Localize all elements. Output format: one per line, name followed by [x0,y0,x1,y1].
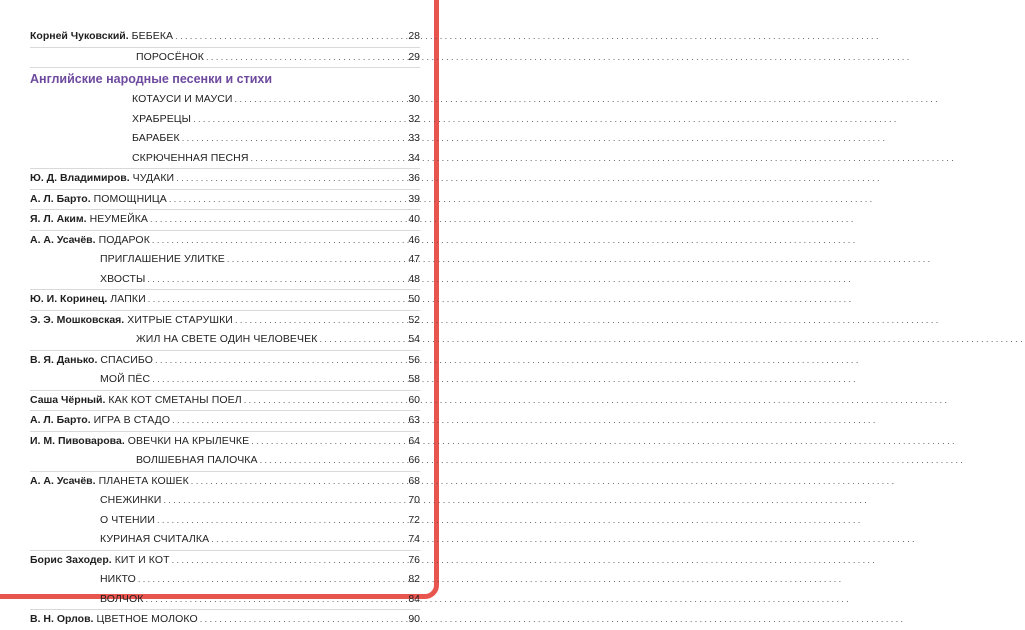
dot-leader [147,270,853,290]
dot-leader [227,250,933,270]
dot-leader [211,530,917,550]
toc-entry-title: СНЕЖИНКИ [100,494,162,506]
toc-entry-line [132,90,398,110]
toc-entry-page-number: 76 [408,553,420,566]
toc-entry-title: БЕБЕКА [131,30,174,42]
toc-entry-line [30,351,398,371]
toc-entry-page-number: 36 [408,172,420,184]
toc-entry-title: О ЧТЕНИИ [100,513,155,526]
toc-entry-author: Ю. Д. Владимиров. [30,172,130,184]
toc-entry-title: БАРАБЕК [132,132,180,144]
toc-entry-page-number: 64 [408,434,420,447]
toc-entry-line [30,551,398,571]
dot-leader [145,590,851,610]
dot-leader [260,451,966,471]
dot-leader [148,290,854,310]
dot-leader [152,231,858,251]
toc-entry-page-number: 40 [408,213,420,225]
toc-entry-title: КУРИНАЯ СЧИТАЛКА [100,533,210,545]
dot-leader [175,27,881,47]
dot-leader [319,330,1025,350]
toc-entry-title: ЦВЕТНОЕ МОЛОКО [96,613,198,625]
dot-leader [163,491,869,511]
toc-entry-title: ЖИЛ НА СВЕТЕ ОДИН ЧЕЛОВЕЧЕК [136,333,318,345]
toc-entry-line [100,491,398,511]
toc-entry-line [30,231,398,251]
dot-leader [150,210,856,230]
dot-leader [235,311,941,331]
toc-entry-page-number: 39 [408,192,420,205]
toc-entry[interactable] [30,551,420,571]
toc-entry[interactable] [30,570,420,590]
dot-leader [251,149,957,169]
toc-entry-line [100,250,398,270]
toc-entry-title: КОТАУСИ И МАУСИ [132,93,233,105]
toc-entry[interactable] [30,451,420,471]
toc-entry-line [132,149,398,169]
toc-entry-page-number: 60 [408,393,420,406]
dot-leader [155,351,861,371]
toc-entry-page-number: 84 [408,592,420,605]
toc-entry-line [30,311,398,331]
dot-leader [193,110,899,130]
toc-entry-title: ХВОСТЫ [100,272,146,285]
toc-entry[interactable] [30,110,420,130]
toc-entry[interactable] [30,411,420,431]
toc-entry-author: А. Л. Барто. [30,414,91,426]
toc-entry-page-number: 29 [408,50,420,63]
toc-entry[interactable] [30,190,420,210]
toc-entry[interactable] [30,231,420,251]
toc-entry-line [30,432,398,452]
toc-entry-title: НИКТО [100,573,136,585]
toc-entry[interactable] [30,250,420,270]
dot-leader [172,551,878,571]
toc-entry-page-number: 70 [408,494,420,506]
toc-entry[interactable] [30,491,420,511]
toc-entry-page-number: 54 [408,333,420,345]
toc-entry-line [30,290,398,310]
section-heading: Английские народные песенки и стихи [30,72,273,86]
toc-entry[interactable] [30,27,420,47]
toc-list [30,27,420,630]
toc-entry-line [30,190,398,210]
toc-entry-title: ХРАБРЕЦЫ [132,112,192,125]
toc-entry-title: ПЛАНЕТА КОШЕК [98,474,189,487]
toc-entry-author: И. М. Пивоварова. [30,434,125,447]
toc-entry[interactable] [30,590,420,610]
dot-leader [235,90,941,110]
dot-leader [206,48,912,68]
toc-entry-title: ВОЛЧОК [100,592,144,605]
toc-entry-page-number: 74 [408,533,420,545]
toc-entry[interactable] [30,90,420,110]
toc-entry-author: Саша Чёрный. [30,393,106,406]
toc-entry-page-number: 90 [408,613,420,625]
dot-leader [176,169,882,189]
toc-entry-page-number: 47 [408,253,420,265]
toc-entry-title: ХИТРЫЕ СТАРУШКИ [127,313,233,326]
dot-leader [169,190,875,210]
toc-entry[interactable] [30,330,420,350]
toc-entry[interactable] [30,311,420,331]
toc-entry-line [100,370,398,390]
section-heading-row [30,68,420,90]
toc-entry-line [30,472,398,492]
toc-entry-line [30,610,398,630]
toc-entry-author: Ю. И. Коринец. [30,293,108,305]
toc-entry[interactable] [30,169,420,189]
toc-entry-page-number: 50 [408,293,420,305]
toc-entry[interactable] [30,48,420,68]
toc-entry[interactable] [30,391,420,411]
toc-entry[interactable] [30,270,420,290]
toc-entry-author: Я. Л. Аким. [30,213,87,225]
toc-entry-title: СПАСИБО [100,353,154,366]
dot-leader [182,129,888,149]
toc-entry[interactable] [30,351,420,371]
toc-entry-author: А. А. Усачёв. [30,474,96,487]
toc-entry[interactable] [30,370,420,390]
dot-leader [152,370,858,390]
toc-entry-author: А. Л. Барто. [30,192,91,205]
toc-entry-page-number: 66 [408,454,420,466]
toc-entry-page-number: 63 [408,414,420,426]
dot-leader [244,391,950,411]
toc-entry-page-number: 56 [408,353,420,366]
dot-leader [200,610,906,630]
toc-entry[interactable] [30,511,420,531]
dot-leader [138,570,844,590]
toc-entry[interactable] [30,129,420,149]
toc-entry-title: КАК КОТ СМЕТАНЫ ПОЕЛ [108,393,242,406]
toc-entry-title: ПОДАРОК [98,233,150,246]
toc-entry-page-number: 52 [408,313,420,326]
toc-entry-title: НЕУМЕЙКА [89,213,149,225]
toc-entry-page-number: 82 [408,573,420,585]
table-of-contents-page [0,0,450,625]
toc-entry-page-number: 32 [408,112,420,125]
toc-entry-page-number: 33 [408,132,420,144]
toc-entry[interactable] [30,290,420,310]
toc-entry-title: ПОРОСЁНОК [136,50,205,63]
toc-entry-line [136,451,398,471]
toc-entry-page-number: 46 [408,233,420,246]
toc-entry[interactable] [30,432,420,452]
toc-entry-title: КИТ И КОТ [114,553,170,566]
toc-entry[interactable] [30,610,420,630]
toc-entry-title: ЛАПКИ [110,293,146,305]
toc-entry-line [132,129,398,149]
toc-entry-line [100,511,398,531]
toc-entry[interactable] [30,149,420,169]
dot-leader [251,432,957,452]
dot-leader [191,472,897,492]
toc-entry-line [30,391,398,411]
toc-entry-author: В. Я. Данько. [30,353,98,366]
toc-entry-author: Борис Заходер. [30,553,112,566]
toc-entry-title: ОВЕЧКИ НА КРЫЛЕЧКЕ [127,434,250,447]
toc-entry-page-number: 30 [408,93,420,105]
toc-entry-author: Корней Чуковский. [30,30,129,42]
toc-entry-line [30,169,398,189]
toc-entry-page-number: 48 [408,272,420,285]
toc-entry-line [30,411,398,431]
toc-entry-title: СКРЮЧЕННАЯ ПЕСНЯ [132,151,249,164]
toc-entry-title: ЧУДАКИ [132,172,175,184]
toc-entry-line [100,270,398,290]
toc-entry-page-number: 28 [408,30,420,42]
toc-entry-page-number: 72 [408,513,420,526]
toc-entry-line [100,530,398,550]
toc-entry-line [100,590,398,610]
toc-entry-line [136,48,398,68]
toc-entry-author: В. Н. Орлов. [30,613,94,625]
toc-entry-page-number: 34 [408,151,420,164]
toc-entry-author: Э. Э. Мошковская. [30,313,125,326]
toc-entry-line [30,210,398,230]
toc-entry-page-number: 58 [408,373,420,385]
toc-entry[interactable] [30,210,420,230]
toc-entry-title: ПОМОЩНИЦА [93,192,167,205]
toc-entry-title: МОЙ ПЁС [100,373,151,385]
toc-entry-line [100,570,398,590]
toc-entry-line [30,27,398,47]
toc-entry-title: ВОЛШЕБНАЯ ПАЛОЧКА [136,454,258,466]
toc-entry-author: А. А. Усачёв. [30,233,96,246]
dot-leader [172,411,878,431]
toc-entry[interactable] [30,530,420,550]
toc-entry-line [132,110,398,130]
toc-entry-title: ИГРА В СТАДО [93,414,171,426]
toc-entry[interactable] [30,472,420,492]
toc-entry-page-number: 68 [408,474,420,487]
dot-leader [157,511,863,531]
toc-entry-title: ПРИГЛАШЕНИЕ УЛИТКЕ [100,253,225,265]
toc-entry-line [136,330,398,350]
